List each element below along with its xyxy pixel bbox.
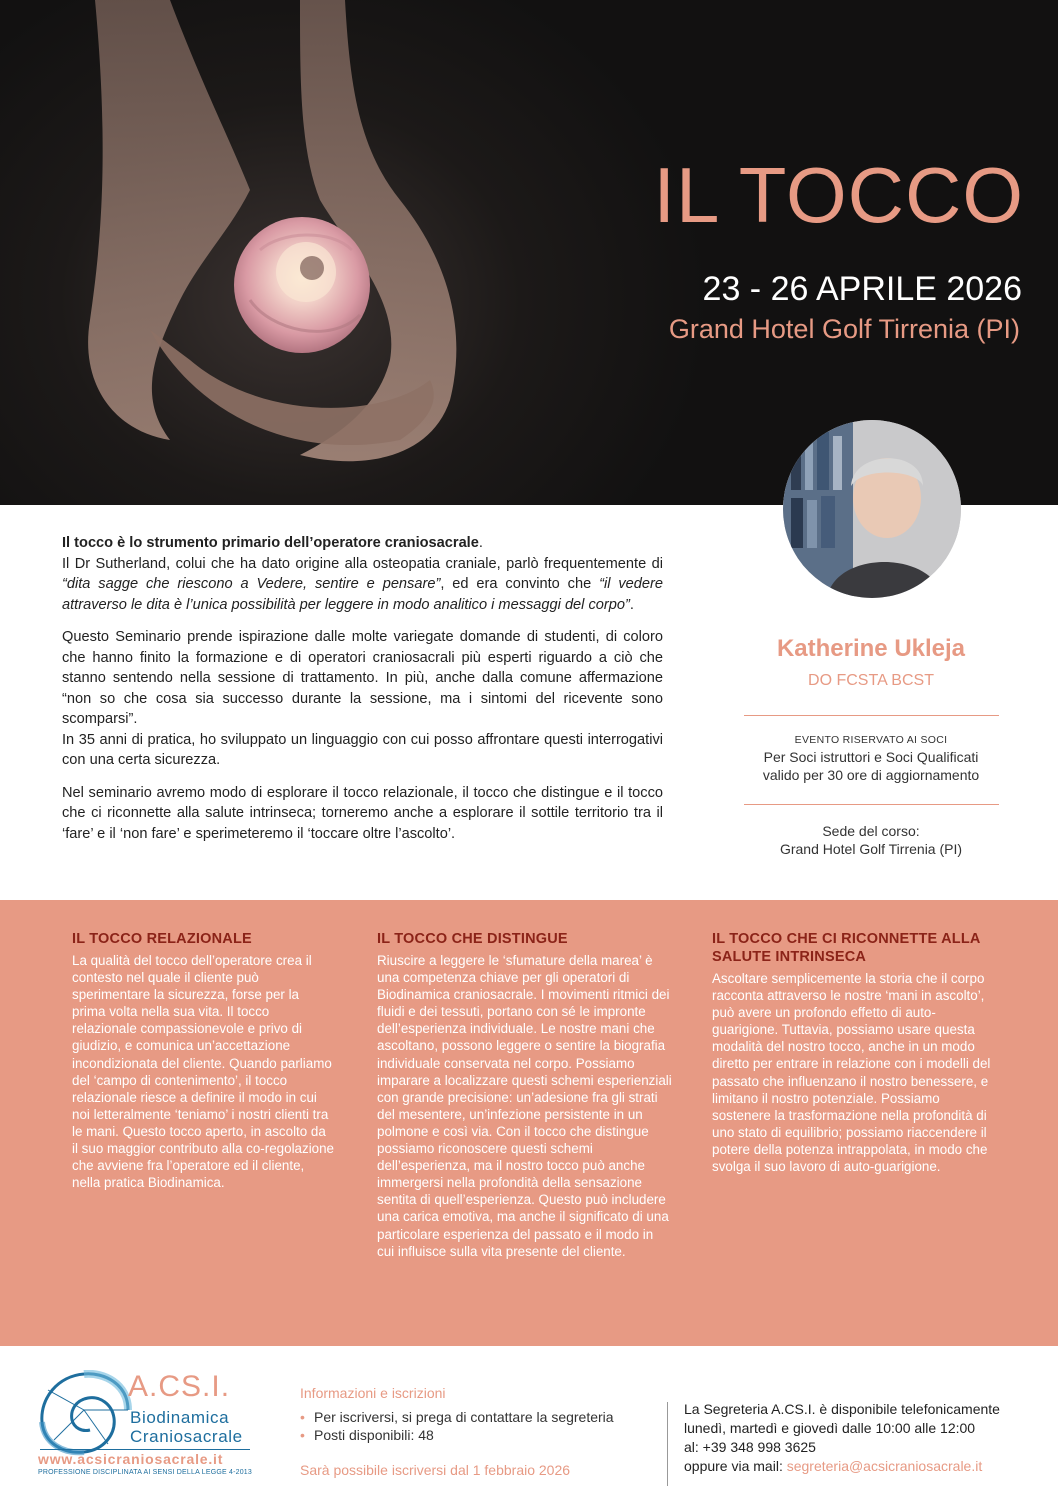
speaker-credentials: DO FCSTA BCST	[808, 672, 934, 689]
divider	[744, 715, 999, 716]
intro-quote-1: “dita sagge che riescono a Vedere, sentire e pensare”	[62, 576, 441, 592]
contact-phone: al: +39 348 998 3625	[684, 1439, 816, 1455]
intro-quote-2: “il vedere attraverso le dita è l’unica possibilità per leggere in modo analitico i messaggi del corpo”	[62, 576, 663, 613]
email-link[interactable]: segreteria@acsicraniosacrale.it	[786, 1458, 983, 1474]
topic-column-relational	[72, 930, 334, 1191]
intro-lead-end: .	[478, 535, 483, 551]
logo-subtitle-1: Biodinamica	[130, 1408, 230, 1427]
logo-divider	[40, 1449, 250, 1450]
info-title: Informazioni e iscrizioni	[300, 1385, 446, 1401]
intro-paragraph-2	[62, 627, 663, 771]
location-label: Sede del corso:	[822, 823, 920, 839]
intro-p1-c: .	[629, 596, 634, 613]
logo-subtitle-2: Craniosacrale	[130, 1427, 243, 1446]
topic-column-distinguishes	[377, 930, 673, 1260]
reserved-line-1: Per Soci istruttori e Soci Qualificati	[763, 749, 979, 765]
topic-heading: IL TOCCO CHE DISTINGUE	[377, 931, 568, 947]
speaker-name: Katherine Ukleja	[776, 635, 966, 662]
reserved-label: EVENTO RISERVATO AI SOCI	[794, 734, 948, 746]
intro-p2: Questo Seminario prende ispirazione dalle molte variegate domande di studenti, di coloro che hanno finito la formazione e di operatori craniosacrali più esperti riguardo a ciò che stanno sentendo nella sessione di trattamento. In più, anche dalla comune affermazione “non so che cosa sia successo durante la sessione, ma i sintomi del ricevente sono scomparsi”.	[62, 629, 663, 727]
legal-note: PROFESSIONE DISCIPLINATA AI SENSI DELLA LEGGE 4-2013	[38, 1469, 252, 1476]
registration-note: Sarà possibile iscriversi dal 1 febbraio 2026	[300, 1462, 571, 1478]
intro-text	[62, 533, 663, 856]
info-item: • Per iscriversi, si prega di contattare la segreteria	[300, 1408, 614, 1426]
intro-p2b: In 35 anni di pratica, ho sviluppato un linguaggio con cui posso affrontare questi interrogativi con una certa sicurezza.	[62, 731, 663, 768]
info-item: • Posti disponibili: 48	[300, 1426, 614, 1444]
topic-text: La qualità del tocco dell’operatore crea il contesto nel quale il cliente può sperimentare la sicurezza, forse per la prima volta nella sua vita. Il tocco relazionale compassionevole e privo di giudizio, e comunica un’accettazione incondizionata del cliente. Quando parliamo del ‘campo di contenimento’, il tocco relazionale riesce a definire il modo in cui noi letteralmente ‘teniamo’ i nostri clienti tra le mani. Questo tocco aperto, in ascolto da il suo maggior contributo alla co-regolazione che avviene fra l’operatore ed il cliente, nella pratica Biodinamica.	[72, 953, 335, 1191]
location-value: Grand Hotel Golf Tirrenia (PI)	[779, 841, 963, 857]
topic-text: Ascoltare semplicemente la storia che il corpo racconta attraverso le nostre ‘mani in ascolto’, può avere un profondo effetto di auto-guarigione. Tuttavia, possiamo usare questa modalità del nostro tocco, anche in un modo diretto per entrare in relazione con i modelli del passato che influenzano il nostro benessere, e limitano il nostro potenziale. Possiamo sostenere la trasformazione nella profondità di uno stato di equilibrio; possiamo riaccendere il potere della potenza intrappolata, in modo che svolga il suo lavoro di auto-guarigione.	[712, 971, 991, 1175]
speaker-portrait	[783, 420, 961, 598]
divider	[744, 804, 999, 805]
topic-heading: IL TOCCO RELAZIONALE	[72, 931, 252, 947]
logo-name: A.CS.I.	[128, 1370, 231, 1403]
contact-mail-line	[684, 1457, 1000, 1476]
info-list	[300, 1408, 614, 1444]
intro-paragraph-1	[62, 533, 663, 615]
footer-divider	[667, 1402, 668, 1486]
intro-lead: Il tocco è lo strumento primario dell’operatore craniosacrale	[62, 535, 479, 551]
topic-column-reconnects	[712, 930, 992, 1175]
intro-p1-a: Il Dr Sutherland, colui che ha dato origine alla osteopatia craniale, parlò frequentemente di	[62, 555, 663, 572]
contact-block	[684, 1400, 1000, 1476]
topic-text: Riuscire a leggere le ‘sfumature della marea’ è una competenza chiave per gli operatori di Biodinamica craniosacrale. I movimenti ritmici dei fluidi e dei tessuti, portano con sé le impronte dell’esperienza individuale. Le nostre mani che ascoltano, possono leggere o sentire la biografia individuale conservata nel corpo. Possiamo imparare a localizzare questi schemi esperienziali con grande precisione: un’adesione fra gli strati del mesentere, un’infezione persistente in un polmone e così via. Con il tocco che distingue possiamo riconoscere questi schemi dell’esperienza, ma il nostro tocco può anche immergersi nella profondità della sensazione sentita di quell’esperienza. Questo può includere una carica emotiva, ma anche il significato di una particolare esperienza del passato e il modo in cui influisce sulla vita presente del cliente.	[377, 953, 672, 1259]
contact-mail-prefix: oppure via mail:	[684, 1458, 787, 1474]
event-title: IL TOCCO	[653, 151, 1024, 239]
intro-paragraph-3: Nel seminario avremo modo di esplorare il tocco relazionale, il tocco che distingue e il tocco che ci riconnette alla salute intrinseca; torneremo anche a esplorare il sottile territorio tra il ‘fare’ e il ‘non fare’ e sperimeteremo il ‘toccare oltre l’ascolto’.	[62, 784, 663, 842]
speaker-photo-image	[783, 420, 961, 598]
topic-heading: IL TOCCO CHE CI RICONNETTE ALLA SALUTE INTRINSECA	[712, 931, 981, 965]
event-venue: Grand Hotel Golf Tirrenia (PI)	[668, 314, 1020, 344]
website-link[interactable]: www.acsicraniosacrale.it	[38, 1451, 224, 1467]
intro-p1-b: , ed era convinto che	[440, 576, 600, 592]
event-dates: 23 - 26 APRILE 2026	[702, 270, 1022, 308]
reserved-line-2: valido per 30 ore di aggiornamento	[762, 767, 980, 783]
contact-line: lunedì, martedì e giovedì dalle 10:00 alle 12:00	[684, 1420, 976, 1436]
contact-line: La Segreteria A.CS.I. è disponibile telefonicamente	[684, 1401, 1000, 1417]
